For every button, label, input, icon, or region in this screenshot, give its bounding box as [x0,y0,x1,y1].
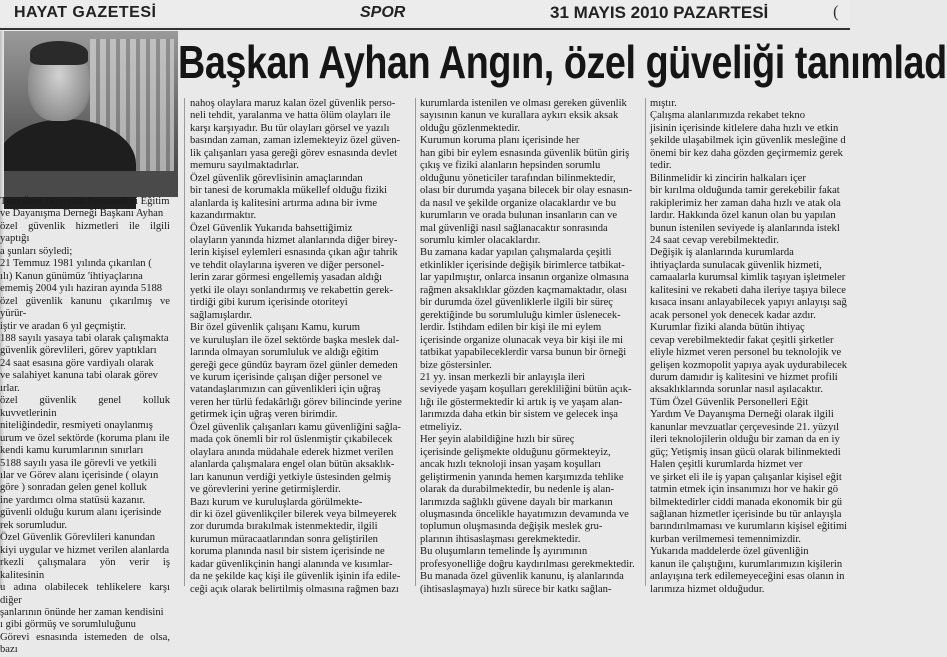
article-line: jisinin içerisinde kitlelere daha hızlı ve etkin [650,122,839,134]
article-line: tatbikat yapabileceklerdir varsa bunun bir örneği [420,347,627,359]
article-line: lığı ile göstermektedir ki artık iş ve yaşam alan- [420,396,623,408]
article-line: 188 sayılı yasaya tabi olarak çalışmakta [0,332,169,344]
portrait-photo [0,31,178,195]
header-rule [0,28,850,30]
article-line: mıştır. [650,98,677,109]
article-line: Bilinmelidir ki zincirin halkaları içer [650,172,806,184]
article-line: iştir ve aradan 6 yıl geçmiştir. [0,320,126,332]
article-line: u adına olabilecek tehlikelere karşı diğer [0,582,170,606]
portrait-hair [30,41,88,65]
article-line: getirmek için uğraş veren birimdir. [190,409,338,421]
article-line: alanlarda çalışmalara engel olan bütün aksaklık- [190,459,395,471]
article-line: kadar güvenlikçinin hangi alanında ve kısımlar- [190,558,393,570]
article-line: lik çalışanları yasa gereği görev esnasında devlet [190,147,398,159]
article-line: Yardım Ve Dayanışma Derneği olarak ilgili [650,409,834,421]
article-line: ve Dayanışma Derneği Başkanı Ayhan [0,208,164,220]
article-line: ı gibi görmüş ve sorumluluğunu [0,619,136,631]
article-line: kurumlarda istenilen ve olması gereken güvenlik [420,98,627,109]
article-line: neli tehdit, yaralanma ve hatta ölüm olayları ile [190,110,391,122]
article-line: Halen çeşitli kurumlarda hizmet ver [650,459,803,471]
article-line: sorumlu kimler olacaklardır. [420,234,541,246]
article-line: olarak da durabilmektedir, bu nedenle iş alan- [420,484,615,496]
article-line: şekilde ulaşabilmek için güvenlik mesleğine d [650,135,846,147]
article-line: koruma planında nasıl bir sistem içerisinde ne [190,546,385,558]
article-line: veren her türlü fedakârlığı görev bilincinde yerine [190,396,402,408]
article-line: lar yapılmıştır, onlarca insanın organize olmasına [420,272,629,284]
article-line: göre ) sonradan gelen genel kolluk [0,482,147,494]
article-line: kanun ile çalıştığını, kurumlarımızın kişilerin [650,558,843,570]
article-line: ememiş 2004 yılı haziran ayında 5188 [0,283,163,295]
article-line: rağmen aksaklıklar gözden kaçmamaktadır, olası [420,284,627,296]
article-line: anlayışına terk edilemeyeceğini esas olanın in [650,571,845,583]
article-line: a şunları söyledi; [0,245,73,257]
article-line: kiyi uygular ve hizmet verilen alanlarda [0,544,170,556]
article-column-3 [420,98,642,595]
article-line: özel güvenlik genel kolluk kuvvetlerinin [0,395,170,419]
article-line: niteliğindedir, resmiyeti onaylanmış [0,420,153,432]
article-line: bize göstersinler. [420,359,492,371]
article-line: zor durumda bırakılmak istenmektedir, ilgili [190,521,378,533]
column-divider [415,98,416,586]
article-line: olduğu gözlenmektedir. [420,122,521,134]
article-line: ve görevlerini yerine getirmişlerdir. [190,484,341,496]
article-line: mal güvenliği nasıl sağlanacaktır sonrasında [420,222,608,234]
article-line: oluşmasında öncelikle hayatımızın devamında ve [420,508,629,520]
article-line: güç; Yetişmiş insan gücü olarak bilinmektedi [650,446,841,458]
page-number: ( [833,2,839,21]
article-line: han gibi bir eylem esnasında güvenlik bütün giriş [420,147,630,159]
article-line: önemi bir kez daha gözden geçirmemiz gerek [650,147,843,159]
article-line: olayların yanında hizmet alanlarında diğer birey- [190,234,398,246]
issue-date: 31 MAYIS 2010 PAZARTESİ [550,3,769,22]
article-line: lerin kişisel eylemleri esnasında çıkan ağır tahrik [190,247,398,259]
article-line: larımızda sağlıklı güvene dayalı bir markanın [420,496,613,508]
article-line: sağlanan hizmetler içerisinde bu tür anlayışla [650,508,842,520]
article-column-2 [190,98,412,595]
article-line: gelişen kozmopolit yapıya ayak uydurabilecek [650,359,848,371]
article-line: 24 saat esasına göre vardiyalı olarak [0,357,154,369]
article-line: bilmektedirler ciddi manada ekonomik bir gü [650,496,843,508]
article-line: kurumların ve orada bulunan insanların can ve [420,210,618,222]
article-line: kalitesini ve rekabeti daha ileriye taşıya bilece [650,284,846,296]
article-line: Bir özel güvenlik çalışanı Kamu, kurum [190,322,361,334]
article-line: Her şeyin alabildiğine hızlı bir süreç [420,434,575,446]
article-line: toplumun oluşmasında değişik meslek gru- [420,521,603,533]
article-line: ve kurum içerisinde çalışan diğer personel ve [190,371,382,383]
article-line: kendi kamu kurumlarının sınırları [0,445,144,457]
column-divider [184,98,185,586]
article-line: bir kırılma olduğunda tamir gerekebilir fakat [650,185,840,197]
article-line: alanlarda iş kalitesini artırma adına bir ivme [190,197,378,209]
article-line: urum ve özel sektörde (koruma planı ile [0,432,170,444]
article-line: cevap verebilmektedir fakat çeşitli şirketler [650,334,834,346]
article-line: yetki ile olayı sonlandırmış ve rekabettin gerek- [190,284,393,296]
article-line: karşı karşıyadır. Bu tür olayları görsel ve yazılı [190,122,390,134]
article-line: Görevi esnasında istemeden de olsa, bazı [0,631,170,656]
article-line: ılar ve Görev alanı içerisinde ( olayın [0,469,159,481]
article-line: özel güvenlik kanunu çıkarılmış ve yürür- [0,295,170,320]
article-line: Bazı kurum ve kuruluşlarda görülmekte- [190,496,363,508]
article-column-4 [650,98,850,595]
article-line: seviyede yaşam koşulları gerekliliğini bütün açık- [420,384,632,396]
article-line: Kurumlar fiziki alanda bütün ihtiyaç [650,322,805,334]
article-line: ine yardımcı olma statüsü kazanır. [0,494,146,506]
article-line: nahoş olaylara maruz kalan özel güvenlik perso- [190,98,396,109]
article-line: ırlar. [0,382,20,394]
article-line: Özel Güvenlik Yukarıda bahsettiğimiz [190,222,353,234]
article-line: Bu oluşumların temelinde İş ayırımının [420,546,588,558]
article-line: Çalışma alanlarımızda rekabet tekno [650,110,806,122]
article-line: lerin zarar görmesi engellemiş yasadan aldığı [190,272,383,284]
article-line: Değişik iş alanlarında kurumlarda [650,247,794,259]
article-line: mada çok önemli bir rol üslenmiştir çıkabilecek [190,434,393,446]
article-line: Özel güvenlik görevlisinin amaçlarından [190,172,363,184]
article-line: ve kuruluşları ile özel sektörde başka meslek dal- [190,334,400,346]
article-line: gereği gece gündüz bayram özel günler demeden [190,359,398,371]
article-line: lerdir. İstihdam edilen bir kişi ile mi eylem [420,322,602,334]
article-line: çıkış ve fiziki alanların hepsinden sorumlu [420,160,601,172]
article-line: Kurumun koruma planı içerisinde her [420,135,580,147]
article-line: memuru sayılmaktadırlar. [190,160,299,172]
article-line: camaalarla kurumsal kimlik taşıyan işletmeler [650,272,846,284]
article-line: Bu zamana kadar yapılan çalışmalarda çeşitli [420,247,612,259]
column-divider [645,98,646,586]
article-line: Yukarıda maddelerde özel güvenliğin [650,546,809,558]
article-line: vatandaşlarımızın can güvenlikleri için uğraş [190,384,381,396]
article-line: ceği açık olarak belirtilmiş olmasına rağmen bazı [190,583,399,595]
article-line: güvenli olduğu kurum alanı içerisinde [0,507,162,519]
article-line: olduğunu yöneticiler tarafından bilinmektedir, [420,172,616,184]
article-headline: Başkan Ayhan Angın, özel güveliği tanımlad [178,36,947,88]
article-line: ılı) Kanun günümüz 'ihtiyaçlarına [0,270,143,282]
article-line: ve salahiyet kanuna tabi olarak görev [0,370,158,382]
article-line: bunun istenilen seviyede iş alanlarında istekl [650,222,840,234]
article-line: sayısının kanun ve kurallara aykırı eksik aksak [420,110,619,122]
article-line: lardır. Hakkında özel kanun olan bu yapılan [650,210,836,222]
article-line: Tüm Özel Güvenlik Personelleri Eğit [650,396,809,408]
article-line: ve tehdit olaylarına işveren ve diğer personel- [190,259,385,271]
article-line: da nasıl ve şekilde organize olacaklardır ve bu [420,197,617,209]
article-line: kurumun müracaatlarından sonra geliştirilen [190,533,378,545]
article-line: aksaklıklarında sorunlar nasıl aşılacaktır. [650,384,823,396]
article-line: basından zaman, zaman izlemekteyiz özel güven- [190,135,401,147]
article-line: ileri teknolojilerin olduğu bir zaman da en iy [650,434,840,446]
article-line: ları kanunun verdiği yetkiyle üstesinden gelmiş [190,471,391,483]
article-line: larımıza hizmet olduğudur. [650,583,765,595]
article-line: larımızda daha etkin bir sistem ve gelecek inşa [420,409,618,421]
article-line: tatmin etmek için insanımızı hor ve hakir gö [650,484,838,496]
article-line: profesyonelliğe doğru kaydırılması gerekmektedir. [420,558,635,570]
article-line: tedir. [650,160,672,172]
article-line: rkezli çalışmalara yön verir iş kalitesinin [0,557,170,581]
article-line: eliyle hizmet veren personel bu teknolojik ve [650,347,842,359]
article-line: da ne şekilde kaç kişi ile güvenlik işinin ifa edile- [190,571,401,583]
article-line: etmeliyiz. [420,421,463,433]
article-line: kazandırmaktır. [190,210,257,222]
article-line: içerisinde organize olunacak veya bir kişi ile mi [420,334,624,346]
article-line: (ihtisaslaşmaya) hızlı sürece bir katkı sağlan- [420,583,612,595]
article-line: şanlarının önünde her zaman kendisini [0,606,164,618]
article-line: Özel Güvenlik Görevlileri kanundan [0,532,156,544]
article-line: larında olmayan sorumluluk ve aldığı eğitim [190,347,379,359]
article-line: rek sorumludur. [0,519,68,531]
article-line: 24 saat cevap verebilmektedir. [650,234,779,246]
article-line: tirdiği gibi kurum içerisinde otoriteyi [190,297,348,309]
article-line: bir durumda özel güvenliklerle ilgili bir süreç [420,297,613,309]
article-line: geliştirmenin yanında hemen karşımızda tehlike [420,471,624,483]
section-name: SPOR [360,4,406,21]
article-line: plarının ihtisaslaşması gerekmektedir. [420,533,581,545]
article-column-1 [0,196,170,656]
article-line: ihtiyaçlarda sunulacak güvenlik hizmeti, [650,259,822,271]
article-line: ve şirket eli ile iş yapan çalışanlar kişisel eğit [650,471,842,483]
article-line: olaylara anında müdahale ederek hizmet verilen [190,446,394,458]
article-line: Özel güvenlik çalışanları kamu güvenliğini sağla- [190,421,401,433]
article-line: 21 yy. insan merkezli bir anlayışla ileri [420,371,585,383]
newspaper-name: HAYAT GAZETESİ [14,4,157,21]
article-line: sağlamışlardır. [190,309,253,321]
article-line: Bu manada özel güvenlik kanunu, iş alanlarında [420,571,624,583]
article-line: kısaca insanı anlayabilecek yapıyı anlayışı sağ [650,297,847,309]
article-line: olası bir durumda yaşana bilecek bir olay esnasın- [420,185,633,197]
article-line: Tüm Özel Güvenlik Personelleri Eğitim [0,196,170,207]
article-line: güvenlik görevlileri, görev yaptıkları [0,345,157,357]
article-line: acak personel yok denecek kadar azdır. [650,309,816,321]
article-line: kanunlar mevzuatlar çerçevesinde 21. yüzyıl [650,421,840,433]
article-line: 21 Temmuz 1981 yılında çıkarılan ( [0,258,152,270]
article-line: ancak hızlı teknoloji insan yaşam koşulları [420,459,601,471]
article-line: özel güvenlik hizmetleri ile ilgili yaptığı [0,220,170,245]
article-line: etkinlikler içerisinde değişik birimlerce tatbikat- [420,259,625,271]
article-line: kurban verilmemesi temennimizdir. [650,533,801,545]
article-line: 5188 sayılı yasa ile görevli ve yetkili [0,457,157,469]
article-line: gerektiğinde bu sorumluluğu kimler üslenecek- [420,309,621,321]
article-line: bir tanesi de korumakla mükellef olduğu fiziki [190,185,388,197]
newspaper-header [0,0,850,26]
article-line: barındırılmaması ve kurumların kişisel eğitimi [650,521,848,533]
article-line: dir ki özel güvenlikçiler bilerek veya bilmeyerek [190,508,397,520]
article-line: durum damıdır iş kalitesini ve hizmet profili [650,371,838,383]
article-line: içerisinde gelişmekte olduğunu görmekteyiz, [420,446,611,458]
article-line: rakiplerimiz her zaman daha hızlı ve atak ola [650,197,841,209]
portrait-desk [0,171,178,197]
